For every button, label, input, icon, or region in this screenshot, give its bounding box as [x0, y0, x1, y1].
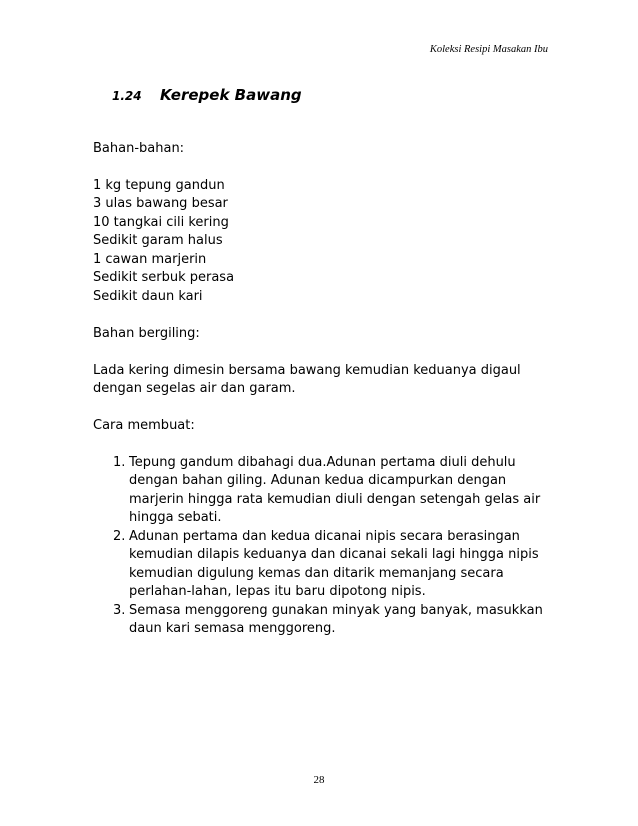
page-number: 28 [313, 774, 325, 786]
step-line: kemudian digulung kemas dan ditarik memanjang secara [129, 565, 504, 581]
grinding-label: Bahan bergiling: [93, 325, 200, 341]
ingredient-item: Sedikit garam halus [93, 233, 223, 248]
method-step [113, 528, 553, 602]
recipe-title: Kerepek Bawang [160, 86, 302, 104]
recipe-body [93, 140, 553, 639]
step-line: Semasa menggoreng gunakan minyak yang banyak, masukkan [129, 602, 543, 618]
grinding-text-line: Lada kering dimesin bersama bawang kemudian keduanya digaul [93, 362, 521, 378]
running-header: Koleksi Resipi Masakan Ibu [429, 44, 548, 55]
ingredients-label: Bahan-bahan: [93, 141, 185, 156]
section-heading [112, 86, 302, 104]
step-line: kemudian dilapis keduanya dan dicanai sekali lagi hingga nipis [129, 547, 539, 562]
method-steps [93, 454, 553, 639]
ingredient-item: 3 ulas bawang besar [93, 196, 228, 211]
grinding-text-line: dengan segelas air dan garam. [93, 381, 296, 396]
ingredient-item: 10 tangkai cili kering [93, 214, 229, 230]
ingredient-item: 1 cawan marjerin [93, 251, 207, 267]
step-line: Adunan pertama dan kedua dicanai nipis secara berasingan [129, 528, 520, 544]
step-number: 2. [113, 528, 126, 544]
method-step [113, 454, 553, 528]
grinding-text [93, 362, 553, 399]
section-number: 1.24 [112, 89, 142, 103]
method-label: Cara membuat: [93, 418, 195, 433]
method-step [113, 602, 553, 639]
step-line: Tepung gandum dibahagi dua.Adunan pertama diuli dehulu [129, 454, 516, 470]
ingredient-list [93, 177, 553, 307]
step-number: 1. [113, 454, 126, 470]
step-line: dengan bahan giling. Adunan kedua dicampurkan dengan [129, 473, 507, 488]
step-line: daun kari semasa menggoreng. [129, 621, 336, 636]
step-line: hingga sebati. [129, 510, 222, 525]
step-line: perlahan-lahan, lepas itu baru dipotong nipis. [129, 584, 426, 599]
step-number: 3. [113, 602, 126, 618]
ingredient-item: 1 kg tepung gandun [93, 177, 225, 193]
ingredient-item: Sedikit daun kari [93, 288, 203, 304]
ingredient-item: Sedikit serbuk perasa [93, 270, 235, 285]
step-line: marjerin hingga rata kemudian diuli dengan setengah gelas air [129, 491, 541, 507]
